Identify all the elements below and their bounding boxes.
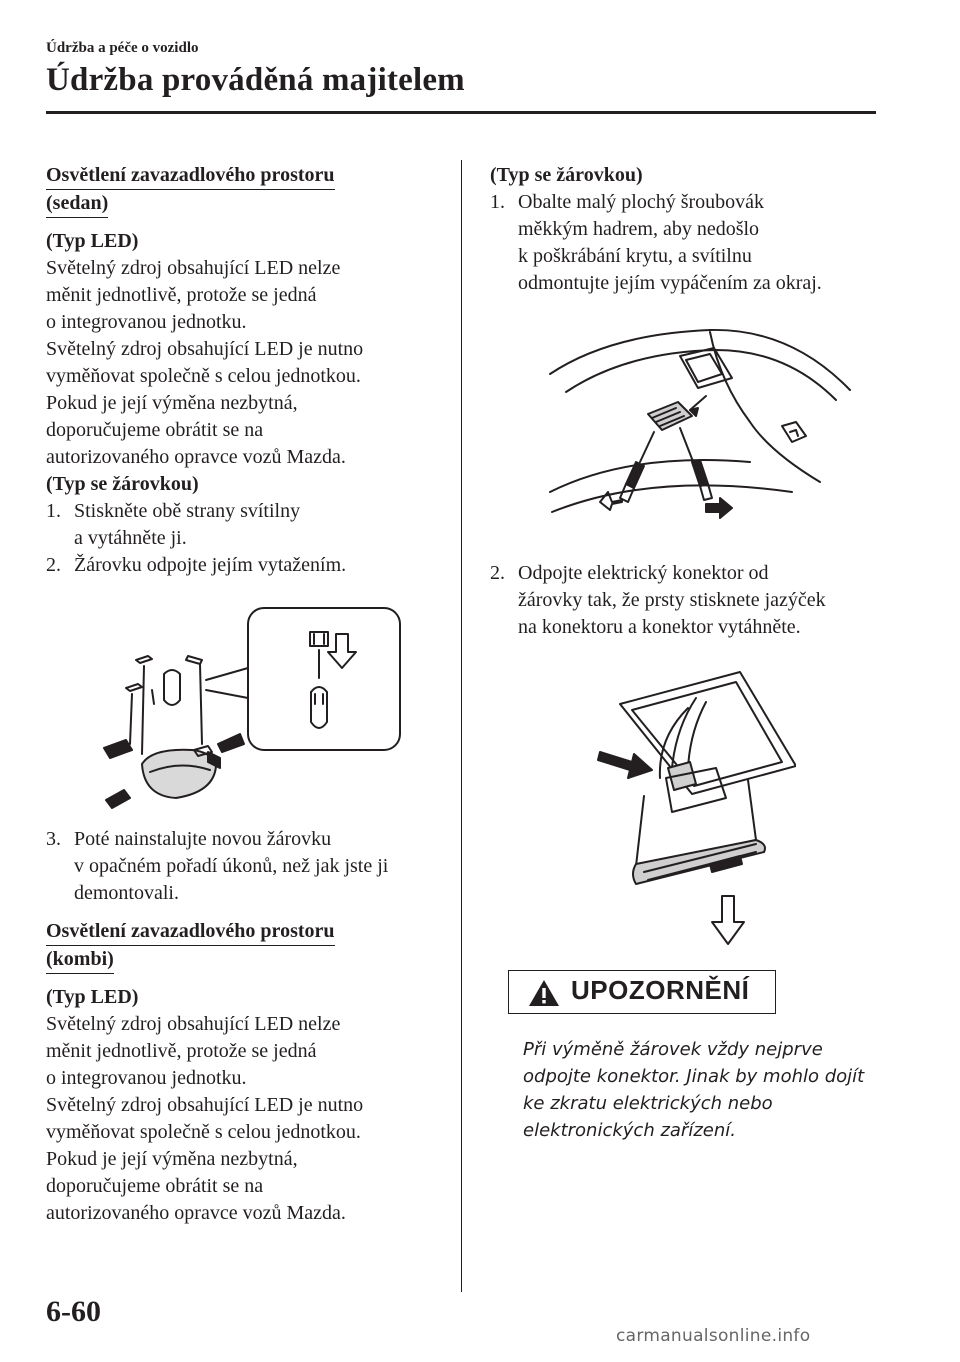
left-step-3-block <box>46 826 446 907</box>
led-text-line: autorizovaného opravce vozů Mazda. <box>46 1202 346 1224</box>
page-title: Údržba prováděná majitelem <box>46 62 465 98</box>
step-line: na konektoru a konektor vytáhněte. <box>518 616 801 638</box>
step-2 <box>490 560 890 641</box>
right-column-top <box>490 162 890 297</box>
led-text-line: Světelný zdroj obsahující LED je nutno <box>46 338 364 360</box>
led-text-line: Světelný zdroj obsahující LED je nutno <box>46 1094 364 1116</box>
caution-line: elektronických zařízení. <box>523 1120 736 1141</box>
step-number: 1. <box>490 191 505 213</box>
caution-box <box>508 970 776 1014</box>
led-text-line: Světelný zdroj obsahující LED nelze <box>46 257 341 279</box>
step-number: 3. <box>46 828 61 850</box>
column-divider <box>461 160 462 1292</box>
figure-connector-removal <box>580 668 796 954</box>
led-text-line: měnit jednotlivě, protože se jedná <box>46 1040 317 1062</box>
page-number: 6-60 <box>46 1295 101 1328</box>
step-line: Poté nainstalujte novou žárovku <box>74 828 332 850</box>
bulb-type-label: (Typ se žárovkou) <box>46 473 199 495</box>
led-type-label: (Typ LED) <box>46 986 139 1008</box>
step-number: 2. <box>490 562 505 584</box>
subheading-kombi-line1: Osvětlení zavazadlového prostoru <box>46 918 335 946</box>
led-text-line: Pokud je její výměna nezbytná, <box>46 392 298 414</box>
caution-line: odpojte konektor. Jinak by mohlo dojít <box>523 1066 865 1087</box>
step-line: Žárovku odpojte jejím vytažením. <box>74 554 347 576</box>
led-text-line: Pokud je její výměna nezbytná, <box>46 1148 298 1170</box>
step-line: Odpojte elektrický konektor od <box>518 562 769 584</box>
subheading-kombi-line2: (kombi) <box>46 946 114 974</box>
step-line: měkkým hadrem, aby nedošlo <box>518 218 760 240</box>
led-text-line: o integrovanou jednotku. <box>46 311 247 333</box>
caution-label: UPOZORNĚNÍ <box>571 975 750 1005</box>
figure-pry-lamp <box>546 322 858 522</box>
step-line: Obalte malý plochý šroubovák <box>518 191 765 213</box>
left-column-bottom <box>46 918 446 1227</box>
step-line: odmontujte jejím vypáčením za okraj. <box>518 272 822 294</box>
led-type-label: (Typ LED) <box>46 230 139 252</box>
step-line: žárovky tak, že prsty stisknete jazýček <box>518 589 826 611</box>
step-line: k poškrábání krytu, a svítilnu <box>518 245 752 267</box>
figure-bulb-removal <box>96 604 406 816</box>
step-1 <box>490 189 890 297</box>
warning-triangle-icon <box>527 978 561 1008</box>
section-label: Údržba a péče o vozidlo <box>46 40 199 56</box>
step-number: 1. <box>46 500 61 522</box>
led-text-line: vyměňovat společně s celou jednotkou. <box>46 1121 361 1143</box>
step-2 <box>46 552 446 579</box>
led-text-line: doporučujeme obrátit se na <box>46 1175 264 1197</box>
bulb-type-label: (Typ se žárovkou) <box>490 164 643 186</box>
step-line: Stiskněte obě strany svítilny <box>74 500 301 522</box>
left-column-top <box>46 162 446 579</box>
step-line: a vytáhněte ji. <box>74 527 187 549</box>
led-text-line: měnit jednotlivě, protože se jedná <box>46 284 317 306</box>
led-text-line: doporučujeme obrátit se na <box>46 419 264 441</box>
step-line: demontovali. <box>74 882 179 904</box>
led-text-line: Světelný zdroj obsahující LED nelze <box>46 1013 341 1035</box>
led-text-line: o integrovanou jednotku. <box>46 1067 247 1089</box>
watermark: carmanualsonline.info <box>616 1326 811 1346</box>
step-3 <box>46 826 446 907</box>
step-number: 2. <box>46 554 61 576</box>
step-1 <box>46 498 446 552</box>
step-line: v opačném pořadí úkonů, než jak jste ji <box>74 855 389 877</box>
header-rule <box>46 111 876 114</box>
right-step-2-block <box>490 560 890 641</box>
caution-text <box>523 1036 883 1144</box>
led-text-line: autorizovaného opravce vozů Mazda. <box>46 446 346 468</box>
caution-line: Při výměně žárovek vždy nejprve <box>523 1039 823 1060</box>
led-text-line: vyměňovat společně s celou jednotkou. <box>46 365 361 387</box>
caution-line: ke zkratu elektrických nebo <box>523 1093 773 1114</box>
subheading-sedan-line2: (sedan) <box>46 190 108 218</box>
subheading-sedan-line1: Osvětlení zavazadlového prostoru <box>46 162 335 190</box>
